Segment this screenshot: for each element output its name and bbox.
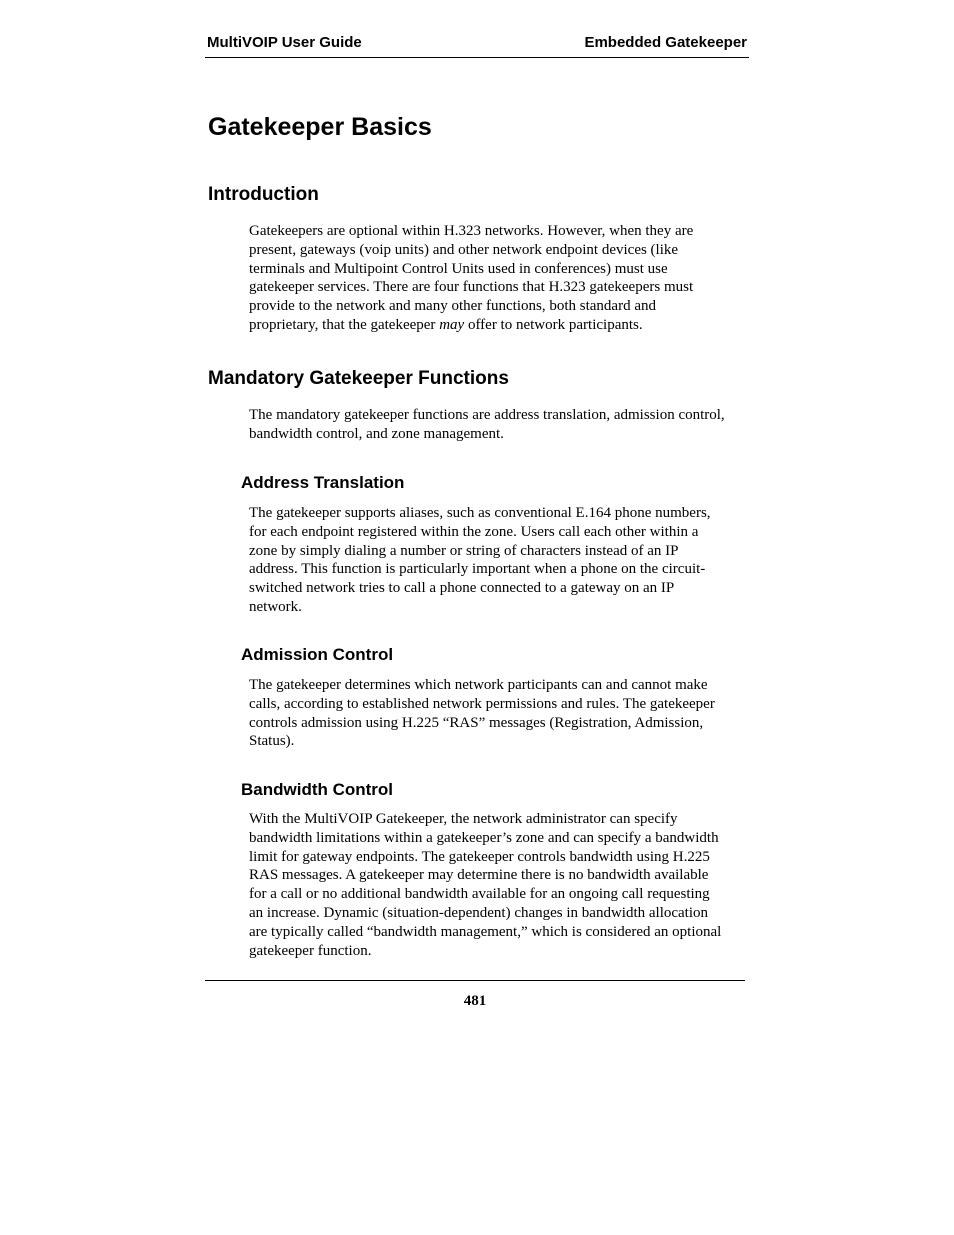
page-number: 481	[463, 993, 487, 1009]
paragraph-line: The gatekeeper determines which network participants can and cannot make	[249, 677, 708, 693]
paragraph-line: provide to the network and many other functions, both standard and	[249, 298, 656, 315]
paragraph-line: With the MultiVOIP Gatekeeper, the network administrator can specify	[249, 811, 678, 827]
paragraph-line: gatekeeper services. There are four functions that H.323 gatekeepers must	[249, 279, 694, 296]
paragraph-line: are typically called “bandwidth management,” which is considered an optional	[249, 923, 722, 940]
emphasis-text: may	[439, 316, 465, 333]
header-document-title: MultiVOIP User Guide	[207, 34, 362, 51]
paragraph-line: address. This function is particularly important when a phone on the circuit-	[249, 561, 706, 578]
paragraph-introduction	[249, 222, 749, 335]
paragraph-address-translation	[249, 504, 749, 617]
footer-divider	[205, 980, 745, 981]
paragraph-line: terminals and Multipoint Control Units used in conferences) must use	[249, 260, 668, 277]
header-chapter-title: Embedded Gatekeeper	[584, 34, 747, 51]
paragraph-mandatory-functions	[249, 406, 749, 444]
heading-address-translation: Address Translation	[241, 473, 405, 492]
paragraph-line: present, gateways (voip units) and other network endpoint devices (like	[249, 241, 679, 258]
paragraph-line: controls admission using H.225 “RAS” messages (Registration, Admission,	[249, 714, 704, 731]
page-title: Gatekeeper Basics	[208, 113, 432, 141]
paragraph-line: for a call or no additional bandwidth available for an ongoing call requesting	[249, 886, 710, 903]
page-header	[207, 33, 747, 53]
heading-introduction: Introduction	[208, 184, 319, 205]
paragraph-line: zone by simply dialing a number or string of characters instead of an IP	[249, 542, 679, 559]
paragraph-line: bandwidth limitations within a gatekeeper’s zone and can specify a bandwidth	[249, 829, 719, 846]
paragraph-line: bandwidth control, and zone management.	[249, 425, 504, 442]
paragraph-line: Status).	[249, 733, 295, 750]
paragraph-bandwidth-control	[249, 810, 749, 960]
paragraph-line: for each endpoint registered within the zone. Users call each other within a	[249, 523, 699, 540]
paragraph-line: network.	[249, 598, 302, 615]
paragraph-line: Gatekeepers are optional within H.323 networks. However, when they are	[249, 223, 694, 239]
paragraph-line: limit for gateway endpoints. The gatekeeper controls bandwidth using H.225	[249, 848, 710, 865]
paragraph-admission-control	[249, 676, 749, 751]
paragraph-line: calls, according to established network permissions and rules. The gatekeeper	[249, 695, 715, 712]
heading-bandwidth-control: Bandwidth Control	[241, 780, 394, 799]
paragraph-line: The gatekeeper supports aliases, such as conventional E.164 phone numbers,	[249, 505, 711, 521]
paragraph-line: switched network tries to call a phone connected to a gateway on an IP	[249, 580, 675, 597]
heading-admission-control: Admission Control	[241, 645, 394, 664]
paragraph-line	[249, 316, 749, 335]
paragraph-line: an increase. Dynamic (situation-dependent) changes in bandwidth allocation	[249, 904, 709, 921]
line-text: proprietary, that the gatekeeper	[249, 316, 440, 333]
paragraph-line: gatekeeper function.	[249, 942, 372, 959]
header-divider	[205, 57, 749, 58]
paragraph-line: The mandatory gatekeeper functions are address translation, admission control,	[249, 407, 725, 423]
heading-mandatory-functions: Mandatory Gatekeeper Functions	[208, 368, 509, 389]
paragraph-line: RAS messages. A gatekeeper may determine there is no bandwidth available	[249, 867, 709, 884]
line-text: offer to network participants.	[464, 316, 643, 333]
